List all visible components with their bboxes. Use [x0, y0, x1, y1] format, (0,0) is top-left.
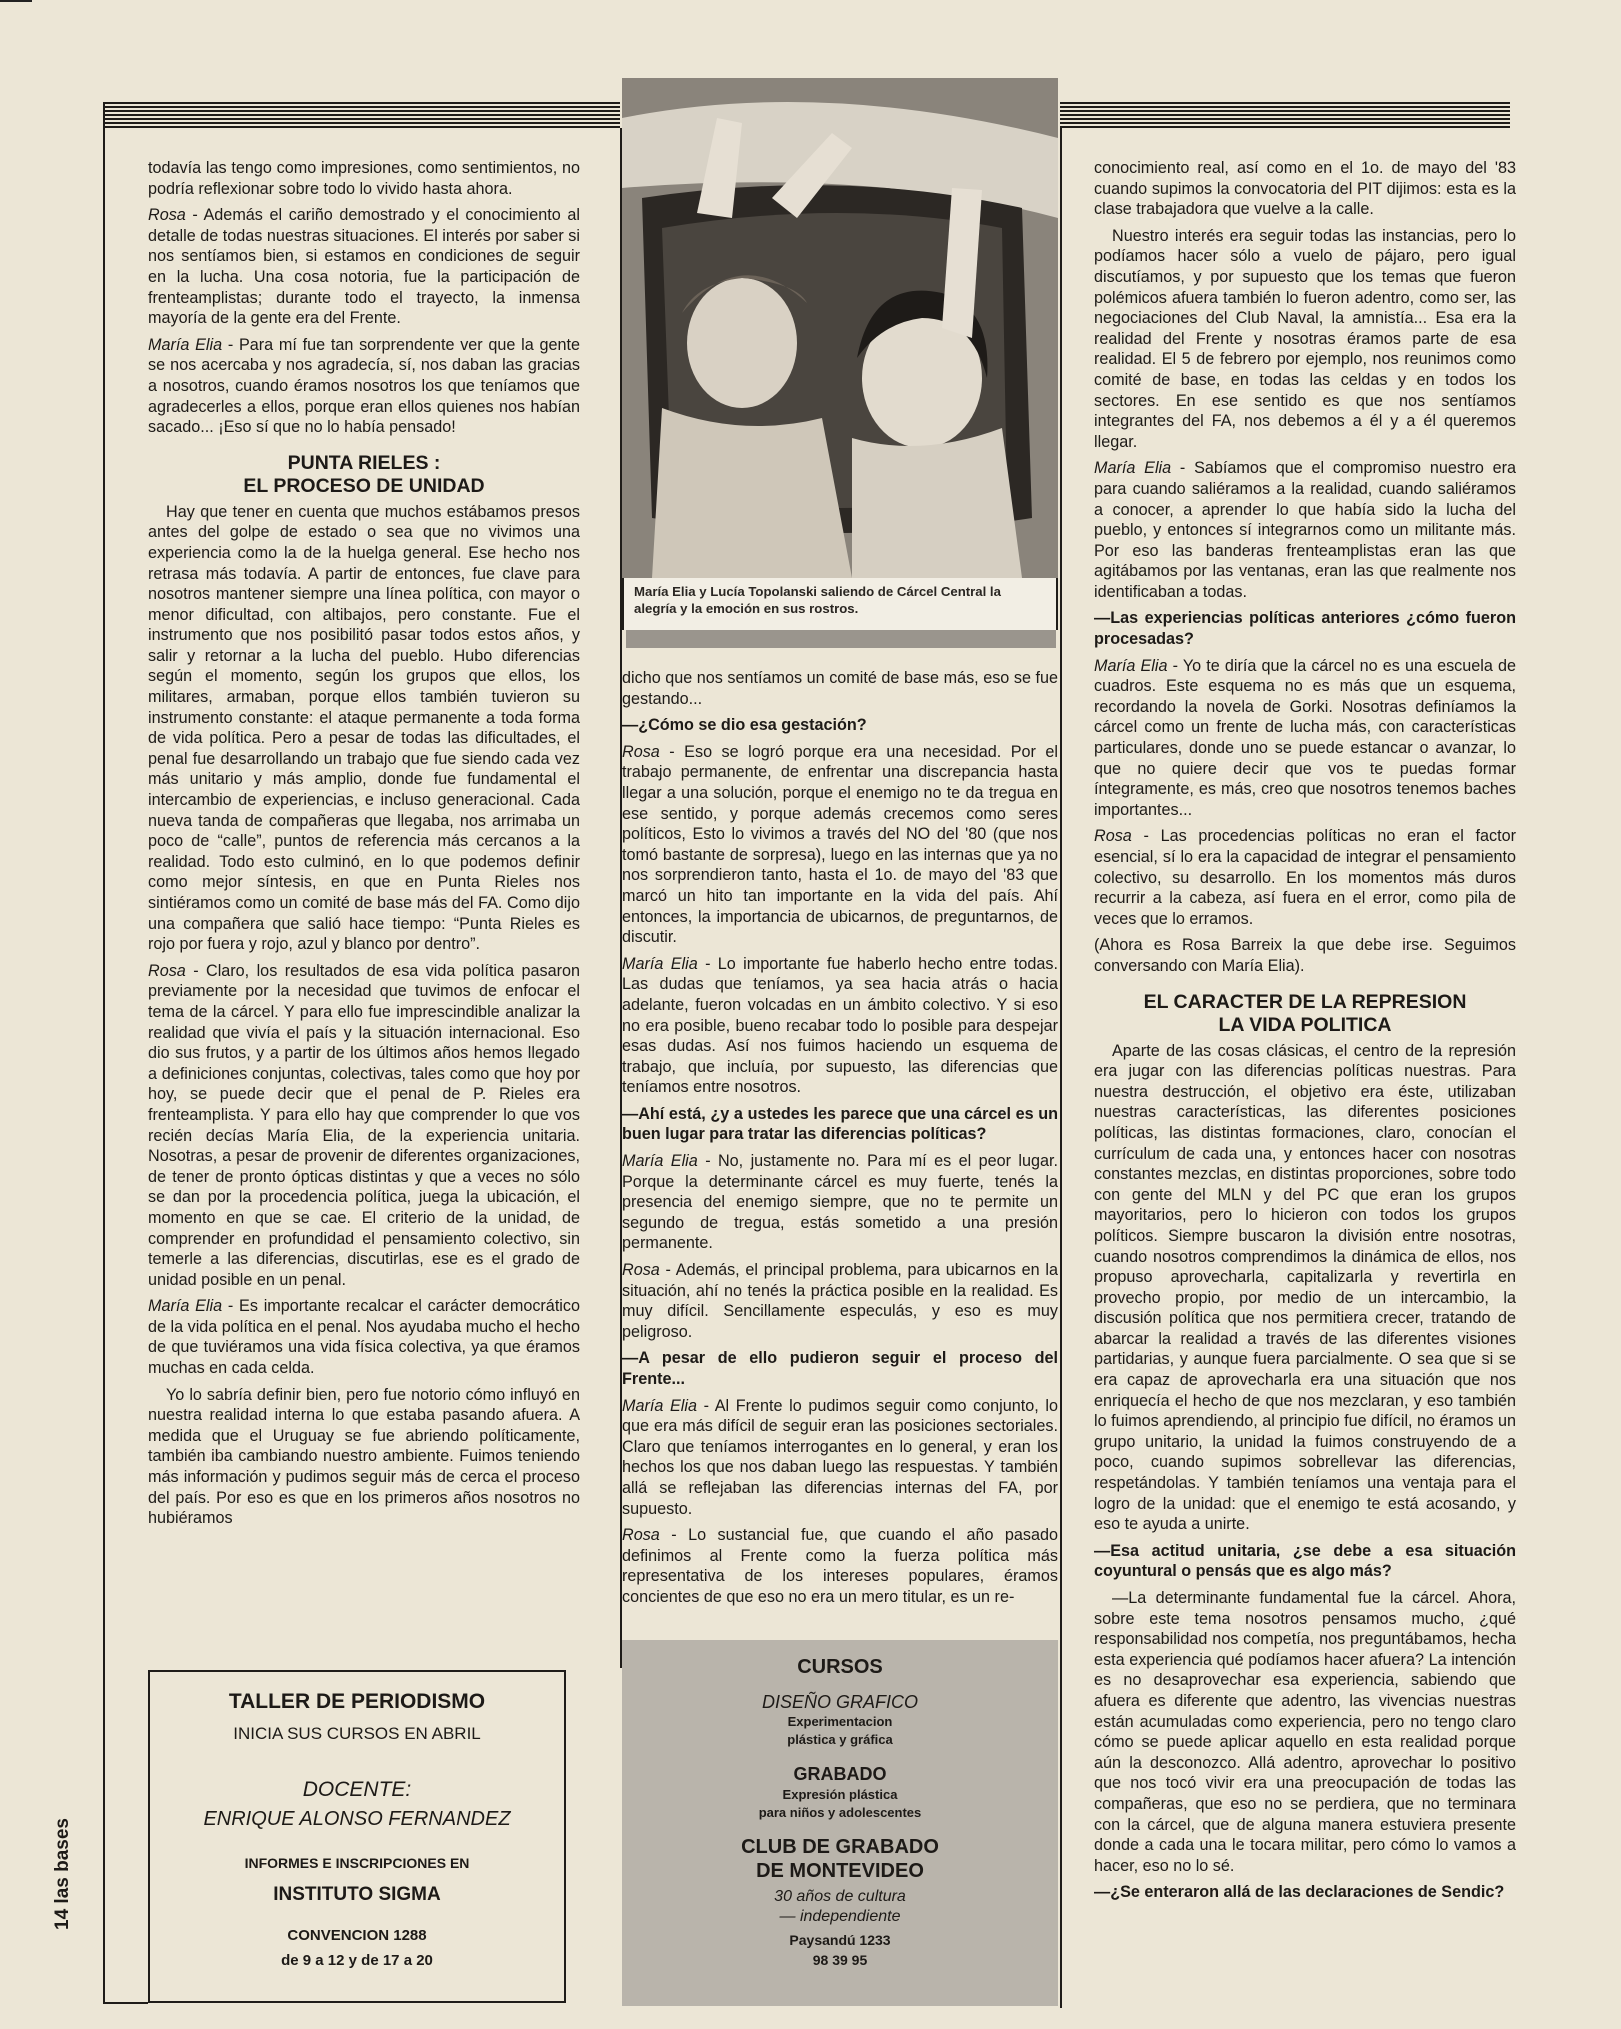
section-heading [1094, 991, 1516, 1037]
ad-cursos-course1-line1: Experimentacion [787, 1714, 893, 1729]
paragraph [1094, 1041, 1516, 1535]
paragraph [1094, 935, 1516, 976]
paragraph-text: Nuestro interés era seguir todas las instancias, pero lo podíamos hacer sólo a vuelo de pájaro, pero igual discutíamos, y por supuesto que los temas que fueron polémicos afuera también lo fueron adentro, como ser, las negociaciones del Club Naval, la amnistía... Esa era la realidad del Frente y nosotras éramos parte de esa realidad. El 5 de febrero por ejemplo, nos reunimos como comité de base, en todas las celdas y en todos los sectores. En ese sentido es que nos sentíamos integrantes del FA, nos debemos a él y a él queremos llegar. [1094, 226, 1516, 451]
paragraph-text: - Claro, los resultados de esa vida política pasaron previamente por la necesidad que tuvimos de enfocar el tema de la cárcel. Y para ello fue imprescindible analizar la realidad que vivía el país y la situación internacional. Eso dio sus frutos, y a partir de los últimos años hemos llegado a definiciones conjuntas, colectivas, tales como que hoy por hoy, se puede decir que el penal de P. Rieles era frenteamplista. Y para ello hay que comprender lo que vos recién decías María Elia, de la experiencia unitaria. Nosotras, a pesar de provenir de diferentes organizaciones, de tener de pronto ópticas distintas y que a veces no sólo se dan por la procedencia política, juega la ubicación, el momento en que se cae. El criterio de la unidad, de comprender en profundidad el pensamiento colectivo, sin temerle a las diferencias, discutirlas, ese es el grado de unidad posible en un penal. [148, 961, 580, 1289]
section-heading-line1: PUNTA RIELES : [287, 451, 441, 474]
paragraph [622, 1151, 1058, 1254]
section-heading [148, 452, 580, 498]
ad-taller-docente-name: ENRIQUE ALONSO FERNANDEZ [203, 1808, 511, 1830]
ad-taller-hours: de 9 a 12 y de 17 a 20 [281, 1952, 433, 1969]
paragraph-text: - No, justamente no. Para mí es el peor lugar. Porque la determinante cárcel es muy fuerte, tenés la presencia del enemigo siempre, que no te permite un segundo de tregua, estás sometido a una presión permanente. [622, 1152, 1058, 1253]
paragraph-text: dicho que nos sentíamos un comité de base más, eso se fue gestando... [622, 669, 1058, 708]
paragraph-text: - Además, el principal problema, para ubicarnos en la situación, ahí no tenés la práctica posible en la realidad. Es muy difícil. Sencillamente especulás, y eso es muy peligroso. [622, 1261, 1058, 1341]
speaker-name: Rosa [148, 961, 186, 980]
speaker-name: María Elia [148, 335, 223, 354]
paragraph [622, 715, 1058, 736]
photo-illustration [622, 78, 1058, 578]
paragraph [148, 158, 580, 199]
paragraph [148, 961, 580, 1291]
ad-taller-periodismo [148, 1670, 566, 2003]
paragraph [622, 668, 1058, 709]
ad-cursos-course2-line2: para niños y adolescentes [758, 1805, 922, 1820]
ad-taller-docente-label: DOCENTE: [302, 1778, 412, 1801]
ad-cursos-years-line1: 30 años de cultura [774, 1888, 906, 1905]
ad-cursos-club-line2: DE MONTEVIDEO [756, 1860, 924, 1882]
paragraph-text: - Las procedencias políticas no eran el factor esencial, sí lo era la capacidad de integrar el pensamiento colectivo, su desarrollo. En los momentos más duros recurrir a la cabeza, así fuera en el error, como pila de veces que lo erramos. [1094, 827, 1516, 928]
paragraph [148, 1385, 580, 1529]
paragraph-text: Hay que tener en cuenta que muchos estábamos presos antes del golpe de estado o sea que no vivimos una experiencia como la de la huelga general. Ese hecho nos retrasa más todavía. A partir de entonces, fue clave para nosotros mantener siempre una línea política, con mayor o menor dificultad, con altibajos, pero constante. Fue el instrumento que nos posibilitó pasar todos estos años, y salir y retornar a la lucha del pueblo. Hubo diferencias según el momento, según los grupos que ellos, los militares, armaban, porque ellos también tuvieron su instrumento constante: el ataque permanente a toda forma de vida política. Pero a pesar de todas las dificultades, el penal fue desarrollando un trabajo que fue siendo cada vez más unitario y más amplio, donde fue fundamental el intercambio de experiencias, e incluso generacional. Cada nueva tanda de compañeras que llegaba, nos arrimaba un poco de “calle”, puntos de referencia más cercanos a la realidad. Todo esto culminó, en lo que podemos definir como mejor síntesis, en que en Punta Rieles nos sintiéramos como un comité de base más del FA. Como dijo una compañera que salió hace tiempo: “Punta Rieles es rojo por fuera y rojo, azul y blanco por dentro”. [148, 502, 580, 954]
paragraph-text: - Yo te diría que la cárcel no es una escuela de cuadros. Este esquema no es más que un esquema, recordando la novela de Gorki. Nosotras definíamos la cárcel como un frente de lucha más, con características particulares, donde uno se puede estancar o avanzar, lo que no quiere decir que vos te puedas formar íntegramente, es más, creo que nosotros tenemos baches importantes... [1094, 656, 1516, 819]
section-heading-line2: LA VIDA POLITICA [1218, 1013, 1392, 1036]
paragraph [1094, 656, 1516, 821]
paragraph-text: - Es importante recalcar el carácter democrático de la vida política en el penal. Nos ayudaba mucho el hecho de que tuviéramos una vida física colectiva, ya que éramos muchas en cada celda. [148, 1297, 580, 1378]
speaker-name: María Elia [622, 1396, 697, 1415]
paragraph-text: conocimiento real, así como en el 1o. de mayo del '83 cuando supimos la convocatoria del PIT dijimos: esta es la clase trabajadora que vuelve a la calle. [1094, 159, 1516, 219]
paragraph [1094, 826, 1516, 929]
ad-cursos-title: CURSOS [797, 1656, 883, 1678]
ad-cursos-club-line1: CLUB DE GRABADO [741, 1836, 939, 1858]
ad-cursos [622, 1640, 1058, 2006]
paragraph [148, 1296, 580, 1378]
paragraph-text: —Las experiencias políticas anteriores ¿cómo fueron procesadas? [1094, 609, 1516, 649]
paragraph-text: (Ahora es Rosa Barreix la que debe irse. Seguimos conversando con María Elia). [1094, 936, 1516, 975]
paragraph-text: —Ahí está, ¿y a ustedes les parece que una cárcel es un buen lugar para tratar las diferencias políticas? [622, 1104, 1058, 1144]
paragraph [1094, 1588, 1516, 1876]
paragraph [622, 1396, 1058, 1520]
ad-taller-subtitle: INICIA SUS CURSOS EN ABRIL [233, 1724, 481, 1743]
paragraph-text: Aparte de las cosas clásicas, el centro de la represión era jugar con las diferencias políticas nuestras. Para nuestra destrucción, el objetivo era éste, utilizaban nuestras características, las diferentes posiciones políticas, las distintas formaciones, claro, conocían el currículum de cada una, y entonces hacer con nosotras constantes mezclas, en distintas proporciones, sobre todo con gente del MLN y del PC que eran los grupos mayoritarios, pero lo hicieron con todos los grupos políticos. Siempre buscaron la división entre nosotras, cuando nosotros comprendimos la dinámica de ellos, nos propuso aprovecharla, capitalizarla y revertirla en provecho propio, por medio de un intercambio, la discusión política que nos permitiera crecer, tratando de abarcar la realidad a través de las diferentes visiones partidarias, y aunque fuera parcialmente. O sea que si se era capaz de aprovecharla era una situación que nos enriquecía el hecho de que nos mezclaran, y eso también lo fuimos aprendiendo, al principio fue difícil, no éramos un grupo unitario, la unidad la fuimos construyendo de a poco, cuando supimos sobrellevar las diferencias, respetándolas. Y también teníamos una ventaja para el logro de la unidad: que el enemigo te está acosando, y eso te ayuda a unirte. [1094, 1041, 1516, 1534]
speaker-name: María Elia [1094, 459, 1172, 478]
paragraph [622, 742, 1058, 948]
paragraph [622, 954, 1058, 1098]
ad-cursos-phone: 98 39 95 [812, 1952, 868, 1968]
paragraph-text: - Para mí fue tan sorprendente ver que la gente se nos acercaba y nos agradecía, sí, nos daban las gracias a nosotros, cuando éramos nosotros los que teníamos que agradecerles a ellos, porque eran ellos quienes nos habían sacado... ¡Eso sí que no lo había pensado! [148, 335, 580, 437]
speaker-name: Rosa [148, 206, 186, 225]
speaker-name: Rosa [622, 1526, 660, 1545]
ad-cursos-course2: GRABADO [793, 1764, 887, 1784]
paragraph [1094, 1541, 1516, 1582]
ad-cursos-course2-line1: Expresión plástica [782, 1787, 898, 1802]
paragraph [148, 205, 580, 329]
paragraph-text: - Lo importante fue haberlo hecho entre todas. Las dudas que teníamos, ya sea hacia atrás o hacia adelante, fueron volcadas en un ámbito colectivo. Y si eso no era posible, bueno recabar todo lo posible para despejar esas dudas. Así nos fuimos haciendo un esquema de trabajo, que incluía, por supuesto, las diferencias que teníamos entre nosotros. [622, 954, 1058, 1097]
photo [622, 78, 1058, 578]
top-edge-mark [0, 0, 32, 2]
speaker-name: María Elia [1094, 656, 1168, 675]
bottom-left-rule [103, 2002, 148, 2004]
ad-cursos-address: Paysandú 1233 [789, 1932, 891, 1948]
page-side-label: 14 las bases [52, 1818, 73, 1930]
paragraph-text: —Esa actitud unitaria, ¿se debe a esa situación coyuntural o pensás que es algo más? [1094, 1541, 1516, 1581]
section-heading-line1: EL CARACTER DE LA REPRESION [1143, 990, 1467, 1013]
paragraph-text: —¿Cómo se dio esa gestación? [622, 716, 867, 735]
middle-column [622, 668, 1058, 1634]
paragraph [1094, 608, 1516, 649]
speaker-name: Rosa [622, 1261, 660, 1280]
col-divider-right [1060, 128, 1062, 2008]
speaker-name: María Elia [622, 1152, 698, 1171]
photo-caption: María Elia y Lucía Topolanski saliendo de Cárcel Central la alegría y la emoción en sus rostros. [622, 578, 1058, 630]
paragraph [148, 335, 580, 438]
ad-taller-title: TALLER DE PERIODISMO [228, 1690, 486, 1713]
ad-cursos-course1-line2: plástica y gráfica [787, 1732, 893, 1747]
ad-taller-address: CONVENCION 1288 [287, 1927, 427, 1944]
speaker-name: María Elia [622, 954, 698, 973]
ad-cursos-course1: DISEÑO GRAFICO [761, 1692, 918, 1712]
speaker-name: Rosa [622, 742, 660, 761]
left-border [103, 102, 105, 2002]
paragraph [1094, 158, 1516, 220]
speaker-name: Rosa [1094, 827, 1132, 846]
paragraph-text: todavía las tengo como impresiones, como sentimientos, no podría reflexionar sobre todo lo vivido hasta ahora. [148, 159, 580, 198]
paragraph [148, 502, 580, 955]
caption-shade-bar [626, 630, 1056, 648]
paragraph-text: —¿Se enteraron allá de las declaraciones de Sendic? [1094, 1883, 1505, 1902]
paragraph-text: —A pesar de ello pudieron seguir el proceso del Frente... [622, 1349, 1058, 1388]
header-rule-left [103, 102, 620, 128]
header-rule-right [1060, 102, 1510, 128]
right-column [1094, 158, 1516, 2003]
paragraph-text: - Eso se logró porque era una necesidad. Por el trabajo permanente, de enfrentar una discrepancia hasta llegar a una solución, porque el enemigo no te da tregua en ese sentido, y porque además crecemos como seres políticos, Esto lo vivimos a través del NO del '80 (que nos tomó bastante de sorpresa), luego en las internas que ya no nos sorprendieron tanto, hasta el 1o. de mayo del '83 que marcó un hito tan importante en la vida del país. Ahí entonces, la importancia de ubicarnos, de preguntarnos, de discutir. [622, 742, 1058, 947]
paragraph [1094, 1882, 1516, 1903]
paragraph-text: - Al Frente lo pudimos seguir como conjunto, lo que era más difícil de seguir eran las posiciones sectoriales. Claro que teníamos interrogantes en lo general, y eran los hechos los que nos daban luego las respuestas. Y también allá se reflejaban las diferencias internas del FA, por supuesto. [622, 1396, 1058, 1518]
paragraph [622, 1104, 1058, 1145]
left-column [148, 158, 580, 1658]
paragraph [1094, 226, 1516, 453]
paragraph-text: —La determinante fundamental fue la cárcel. Ahora, sobre este tema nosotros pensamos mucho, ¿qué responsabilidad nos competía, nos preguntábamos, hecha esta experiencia qué podíamos hacer afuera? La intención es no desaprovechar esa experiencia, sabiendo que afuera es diferente que adentro, las vivencias nuestras están acumuladas como experiencia, pero no tengo claro cómo se puede aplicar aquello en esta realidad porque aún la desconozco. Allá adentro, aprovechar lo positivo que nos tocó vivir era una preocupación de todas las compañeras, que eso no se perdiera, que no terminara con la cárcel, que de alguna manera estuviera presente donde a cada una le tocara militar, pero cómo lo vamos a hacer, eso no lo sé. [1094, 1589, 1516, 1875]
paragraph [622, 1348, 1058, 1389]
ad-taller-institute: INSTITUTO SIGMA [273, 1884, 441, 1905]
paragraph-text: - Sabíamos que el compromiso nuestro era para cuando saliéramos a la realidad, cuando saliéramos a conocer, a aprender lo que había sido la lucha del pueblo, y entonces sí integrarnos como un militante más. Por eso las banderas frenteamplistas eran las que agitábamos por las ventanas, eran las que realmente nos identificaban a todas. [1094, 459, 1516, 601]
ad-cursos-years-line2: — independiente [779, 1908, 901, 1925]
paragraph-text: - Además el cariño demostrado y el conocimiento al detalle de todas nuestras situaciones. El interés por saber si nos sentíamos bien, si estamos en condiciones de seguir en la lucha. Una cosa notoria, fue la participación de frenteamplistas; durante todo el trayecto, la inmensa mayoría de la gente era del Frente. [148, 206, 580, 328]
paragraph-text: Yo lo sabría definir bien, pero fue notorio cómo influyó en nuestra realidad interna lo que estaba pasando afuera. A medida que el Uruguay se fue abriendo políticamente, también iba cambiando nuestro ambiente. Fuimos teniendo más información y pudimos seguir más de cerca el proceso del país. Por eso es que en los primeros años nosotros no hubiéramos [148, 1385, 580, 1528]
paragraph [622, 1525, 1058, 1607]
ad-taller-info: INFORMES E INSCRIPCIONES EN [244, 1855, 470, 1871]
paragraph-text: - Lo sustancial fue, que cuando el año pasado definimos al Frente como la fuerza política más representativa de los intereses populares, éramos concientes de que eso no era un mero titular, es un re- [622, 1526, 1058, 1606]
paragraph [1094, 458, 1516, 602]
section-heading-line2: EL PROCESO DE UNIDAD [243, 474, 485, 497]
paragraph [622, 1260, 1058, 1342]
speaker-name: María Elia [148, 1297, 223, 1316]
